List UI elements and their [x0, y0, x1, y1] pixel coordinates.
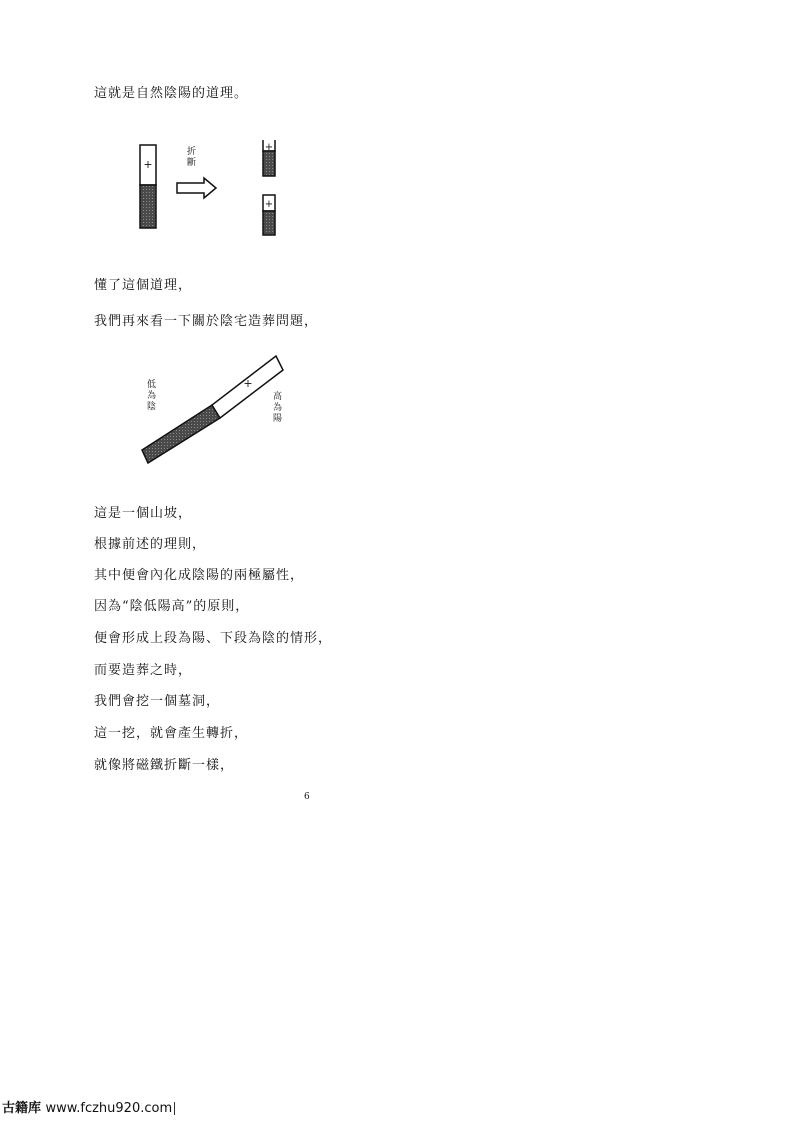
text-line: 便會形成上段為陽、下段為陰的情形，: [94, 631, 333, 646]
broken-magnet-top: [263, 140, 275, 176]
plus-sign: +: [143, 158, 153, 171]
text-line: 這一挖，就會產生轉折，: [94, 726, 249, 741]
arrow-label: 折斷: [185, 146, 195, 168]
broken-magnet-bottom: [263, 195, 275, 235]
text-line: 這是一個山坡，: [94, 506, 193, 521]
text-line-intro: 這就是自然陰陽的道理。: [94, 86, 249, 101]
footer-divider: [174, 1102, 175, 1115]
slope-figure: [130, 345, 300, 475]
whole-magnet: [140, 145, 156, 228]
text-line-understood: 懂了這個道理，: [94, 278, 193, 293]
footer-site: www.fczhu920.com: [45, 1101, 173, 1116]
plus-sign: +: [264, 142, 274, 153]
footer-brand: 古籍库: [2, 1101, 42, 1116]
footer-watermark: [2, 1097, 175, 1116]
high-is-yang-label: 高為陽: [271, 391, 281, 424]
plus-sign: +: [243, 377, 253, 390]
low-is-yin-label: 低為陰: [145, 379, 155, 412]
text-line: 根據前述的理則，: [94, 537, 207, 552]
right-arrow-icon: [177, 178, 216, 198]
magnet-break-diagram: [130, 140, 290, 240]
plus-sign: +: [264, 199, 274, 210]
page-number: 6: [304, 792, 310, 802]
magnet-break-figure: [130, 140, 290, 240]
slope-bar: [142, 356, 283, 463]
text-line: 就像將磁鐵折斷一樣，: [94, 758, 235, 773]
text-line-next-topic: 我們再來看一下關於陰宅造葬問題，: [94, 314, 319, 329]
text-line: 因為“陰低陽高”的原則，: [94, 599, 250, 614]
text-line: 我們會挖一個墓洞，: [94, 694, 221, 709]
text-line: 其中便會內化成陰陽的兩極屬性，: [94, 568, 305, 583]
text-line: 而要造葬之時，: [94, 663, 193, 678]
